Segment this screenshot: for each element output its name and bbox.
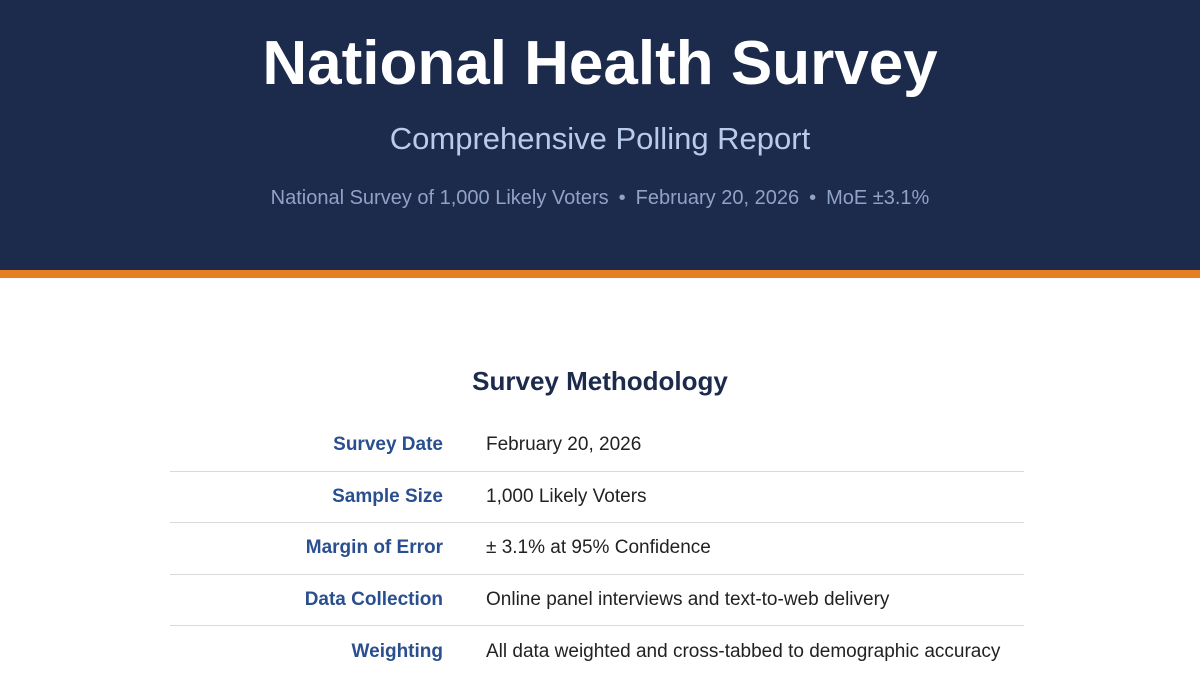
methodology-title: Survey Methodology [472,366,728,396]
row-value: Online panel interviews and text-to-web delivery [486,588,890,610]
meta-separator: • [809,187,817,209]
report-title: National Health Survey [262,29,938,98]
meta-date: February 20, 2026 [635,187,800,209]
accent-divider [0,270,1200,278]
row-value: 1,000 Likely Voters [486,485,647,507]
row-label: Margin of Error [305,537,443,559]
report-meta [0,187,1200,210]
table-row [170,472,1024,524]
report-header [0,0,1200,270]
table-row [170,626,1024,678]
table-row [170,575,1024,627]
row-label: Survey Date [333,434,443,456]
row-value: ± 3.1% at 95% Confidence [486,537,711,559]
meta-moe: MoE ±3.1% [826,187,930,209]
table-row [170,523,1024,575]
methodology-table [170,420,1024,678]
report-subtitle: Comprehensive Polling Report [389,121,811,156]
meta-sample: National Survey of 1,000 Likely Voters [270,187,609,209]
row-value: All data weighted and cross-tabbed to demographic accuracy [486,640,1001,662]
row-label: Data Collection [304,588,443,610]
row-label: Weighting [351,640,443,662]
row-label: Sample Size [332,485,443,507]
table-row [170,420,1024,472]
meta-separator: • [618,187,626,209]
row-value: February 20, 2026 [486,434,642,456]
